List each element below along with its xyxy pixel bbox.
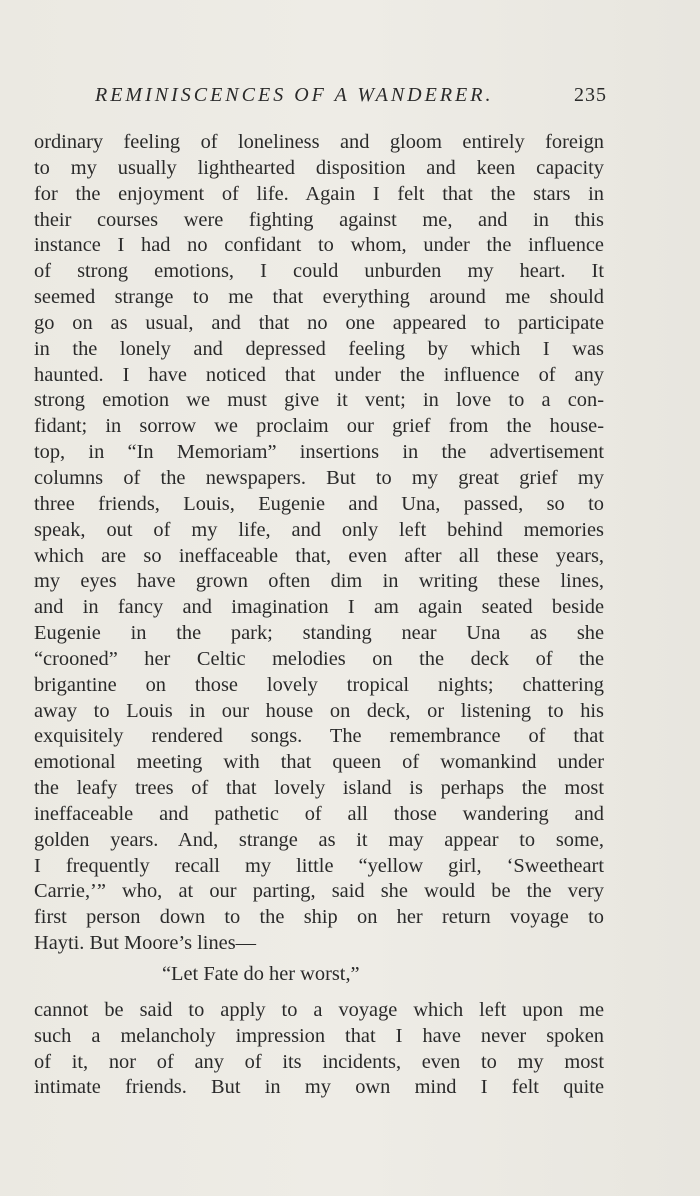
text-line: such a melancholy impression that I have never spoken xyxy=(34,1024,604,1047)
text-line: seemed strange to me that everything around me should xyxy=(34,286,604,309)
block-quote: “Let Fate do her worst,” xyxy=(162,963,360,985)
text-line: first person down to the ship on her return voyage to xyxy=(34,906,604,929)
text-line: speak, out of my life, and only left behind memories xyxy=(34,518,604,541)
text-line: “crooned” her Celtic melodies on the deck of the xyxy=(34,647,604,670)
text-line: their courses were fighting against me, and in this xyxy=(34,208,604,231)
paragraph-1 xyxy=(34,130,604,957)
text-line: to my usually lighthearted disposition and keen capacity xyxy=(34,156,604,179)
text-line: instance I had no confidant to whom, under the influence xyxy=(34,234,604,257)
text-line: in the lonely and depressed feeling by which I was xyxy=(34,337,604,360)
text-line: Hayti. But Moore’s lines— xyxy=(34,932,257,955)
text-line: fidant; in sorrow we proclaim our grief from the house- xyxy=(34,415,604,438)
page-header xyxy=(95,84,607,114)
text-line: top, in “In Memoriam” insertions in the advertisement xyxy=(34,441,604,464)
text-line: for the enjoyment of life. Again I felt that the stars in xyxy=(34,182,604,205)
text-line: brigantine on those lovely tropical nights; chattering xyxy=(34,673,604,696)
page-number: 235 xyxy=(574,84,607,106)
text-line: strong emotion we must give it vent; in love to a con- xyxy=(34,389,604,412)
text-line: intimate friends. But in my own mind I felt quite xyxy=(34,1076,604,1099)
text-line: which are so ineffaceable that, even after all these years, xyxy=(34,544,604,567)
paragraph-2 xyxy=(34,998,604,1101)
text-line: columns of the newspapers. But to my great grief my xyxy=(34,466,604,489)
text-line: of it, nor of any of its incidents, even to my most xyxy=(34,1050,604,1073)
text-line: golden years. And, strange as it may appear to some, xyxy=(34,828,604,851)
running-title: REMINISCENCES OF A WANDERER. xyxy=(95,84,494,106)
text-line: my eyes have grown often dim in writing these lines, xyxy=(34,570,604,593)
text-line: of strong emotions, I could unburden my heart. It xyxy=(34,260,604,283)
text-line: away to Louis in our house on deck, or listening to his xyxy=(34,699,604,722)
text-line: exquisitely rendered songs. The remembrance of that xyxy=(34,725,604,748)
text-line: haunted. I have noticed that under the influence of any xyxy=(34,363,604,386)
text-line: ordinary feeling of loneliness and gloom entirely foreign xyxy=(34,131,604,153)
text-line: cannot be said to apply to a voyage which left upon me xyxy=(34,998,604,1021)
text-line: ineffaceable and pathetic of all those wandering and xyxy=(34,802,604,825)
text-line: emotional meeting with that queen of womankind under xyxy=(34,751,604,774)
text-line: go on as usual, and that no one appeared to participate xyxy=(34,311,604,334)
text-line: Eugenie in the park; standing near Una as she xyxy=(34,622,604,645)
text-line: Carrie,’” who, at our parting, said she would be the very xyxy=(34,880,604,903)
text-line: I frequently recall my little “yellow girl, ‘Sweetheart xyxy=(34,854,604,877)
text-line: the leafy trees of that lovely island is perhaps the most xyxy=(34,777,604,800)
text-line: three friends, Louis, Eugenie and Una, passed, so to xyxy=(34,492,604,515)
body-text xyxy=(34,130,604,1101)
text-line: and in fancy and imagination I am again seated beside xyxy=(34,596,604,619)
